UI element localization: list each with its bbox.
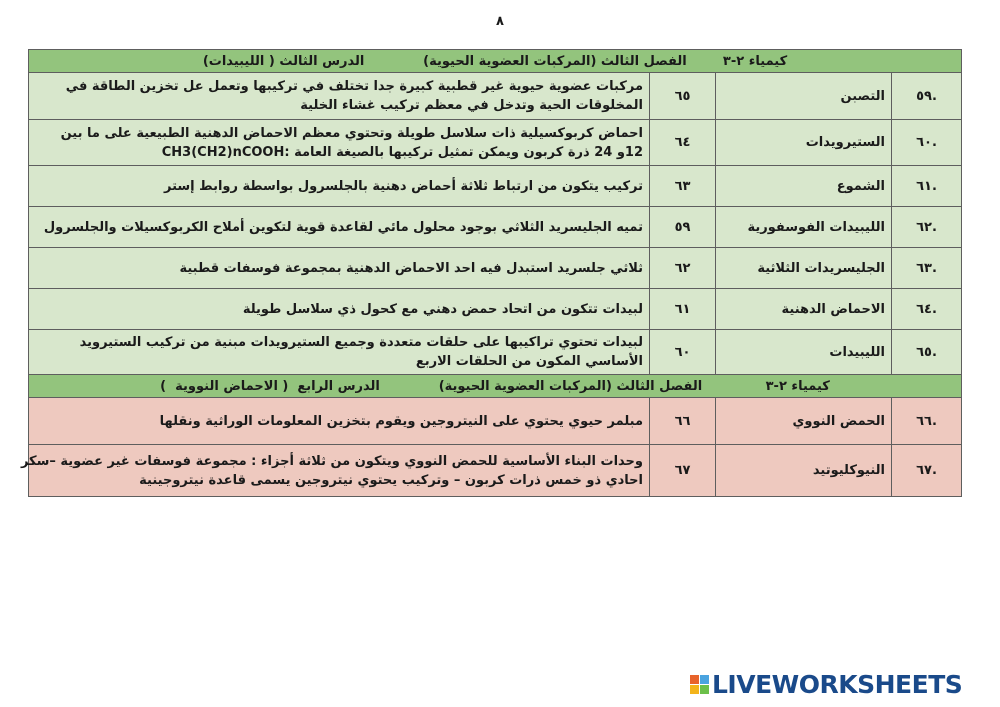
answer-number-cell[interactable]: ٦٧	[650, 445, 716, 497]
definition-line: مبلمر حيوي يحتوي على النيتروجين ويقوم بتخزين المعلومات الوراثية ونقلها	[159, 413, 643, 429]
definition-line: 12و 24 ذرة كربون ويمكن تمثيل تركيبها بالصيغة العامة :CH3(CH2)nCOOH	[161, 144, 643, 160]
term-cell: الليبيدات	[716, 330, 892, 375]
definition-line: احادي ذو خمس ذرات كربون – وتركيب يحتوي نيتروجين يسمى قاعدة نيتروجينية	[139, 472, 643, 488]
row-number: .٦٧	[892, 445, 962, 497]
logo-mark-square	[690, 685, 699, 694]
definition-cell	[29, 207, 650, 248]
logo-mark-square	[700, 685, 709, 694]
row-number: .٥٩	[892, 73, 962, 120]
definition-line: لبيدات تتكون من اتحاد حمض دهني مع كحول ذي سلاسل طويلة	[242, 301, 643, 317]
row-number: .٦٦	[892, 398, 962, 445]
term-row	[29, 166, 962, 207]
row-number: .٦١	[892, 166, 962, 207]
definition-cell	[29, 398, 650, 445]
term-cell: الليبيدات الفوسفورية	[716, 207, 892, 248]
term-cell: الحمض النووي	[716, 398, 892, 445]
row-number: .٦٤	[892, 289, 962, 330]
answer-number-cell[interactable]: ٦٠	[650, 330, 716, 375]
answer-number-cell[interactable]: ٦٢	[650, 248, 716, 289]
page-number: ٨	[496, 14, 504, 29]
definition-cell	[29, 166, 650, 207]
term-cell: الاحماض الدهنية	[716, 289, 892, 330]
term-row	[29, 445, 962, 497]
definition-line: لبيدات تحتوي تراكيبها على حلقات متعددة وجميع الستيرويدات مبنية من تركيب الستيرويد	[79, 335, 643, 350]
definition-line: وحدات البناء الأساسية للحمض النووي ويتكون من ثلاثة أجزاء : مجموعة فوسفات غير عضوية –سكر	[20, 453, 643, 469]
term-cell: التصبن	[716, 73, 892, 120]
term-cell: الشموع	[716, 166, 892, 207]
definition-line: احماض كربوكسيلية ذات سلاسل طويلة وتحتوي معظم الاحماض الدهنية الطبيعية على ما بين	[60, 125, 643, 141]
definition-cell	[29, 120, 650, 166]
term-row	[29, 330, 962, 375]
logo-mark-square	[690, 675, 699, 684]
term-row	[29, 73, 962, 120]
definition-line: الأساسي المكون من الحلقات الاربع	[415, 354, 643, 369]
row-number: .٦٢	[892, 207, 962, 248]
definition-cell	[29, 248, 650, 289]
row-number: .٦٥	[892, 330, 962, 375]
answer-number-cell[interactable]: ٦٤	[650, 120, 716, 166]
vocabulary-matching-table	[20, 49, 962, 497]
logo-text: LIVEWORKSHEETS	[712, 669, 963, 699]
term-cell: الستيرويدات	[716, 120, 892, 166]
lesson-nucleic-acids-section	[20, 375, 962, 497]
lesson-header-row	[29, 375, 962, 398]
row-number: .٦٣	[892, 248, 962, 289]
definition-cell	[29, 330, 650, 375]
definition-line: مركبات عضوية حيوية غير قطبية كبيرة جدا تختلف في تركيبها وتعمل عل تخزين الطاقة في	[65, 79, 643, 94]
definition-cell	[20, 445, 650, 497]
logo-mark-icon	[690, 675, 709, 694]
definition-line: ثلاثي جلسريد استبدل فيه احد الاحماض الدهنية بمجموعة فوسفات قطبية	[179, 260, 643, 276]
definition-line: تميه الجليسريد الثلاثي بوجود محلول مائي لقاعدة قوية لتكوين أملاح الكربوكسيلات والجلسرول	[43, 219, 643, 235]
liveworksheets-logo	[690, 668, 962, 700]
term-row	[29, 398, 962, 445]
answer-number-cell[interactable]: ٥٩	[650, 207, 716, 248]
term-row	[29, 207, 962, 248]
term-row	[29, 120, 962, 166]
term-cell: النيوكليوتيد	[716, 445, 892, 497]
row-number: .٦٠	[892, 120, 962, 166]
definition-cell	[29, 289, 650, 330]
answer-number-cell[interactable]: ٦٦	[650, 398, 716, 445]
definition-cell	[29, 73, 650, 120]
term-cell: الجليسريدات الثلاثية	[716, 248, 892, 289]
term-row	[29, 248, 962, 289]
answer-number-cell[interactable]: ٦٣	[650, 166, 716, 207]
definition-line: المخلوقات الحية وتدخل في معظم تركيب غشاء الخلية	[300, 98, 643, 113]
lesson-lipids-section	[29, 50, 962, 375]
lesson-header-row	[29, 50, 962, 73]
lesson-header: كيمياء ٢-٣ الفصل الثالث (المركبات العضوية الحيوية) الدرس الرابع ( الاحماض النووية )	[29, 375, 962, 398]
logo-mark-square	[700, 675, 709, 684]
answer-number-cell[interactable]: ٦١	[650, 289, 716, 330]
term-row	[29, 289, 962, 330]
answer-number-cell[interactable]: ٦٥	[650, 73, 716, 120]
definition-line: تركيب يتكون من ارتباط ثلاثة أحماض دهنية بالجلسرول بواسطة روابط إستر	[164, 178, 643, 194]
lesson-header: كيمياء ٢-٣ الفصل الثالث (المركبات العضوية الحيوية) الدرس الثالث ( الليبيدات)	[29, 50, 962, 73]
